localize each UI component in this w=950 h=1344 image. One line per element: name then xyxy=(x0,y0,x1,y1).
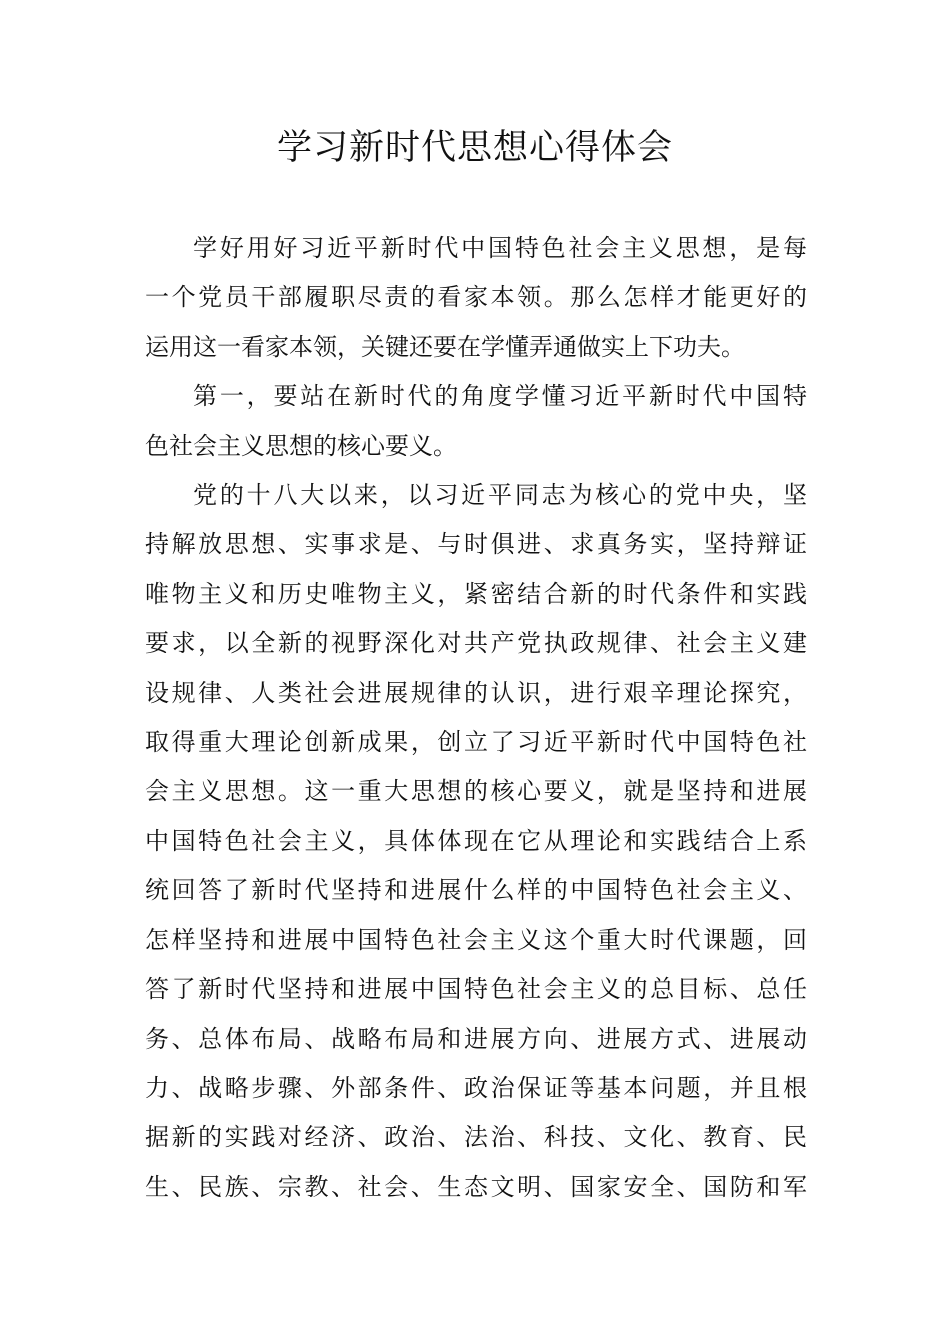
text-line: 取得重大理论创新成果，创立了习近平新时代中国特色社 xyxy=(145,728,807,757)
paragraph-point-one xyxy=(145,372,807,471)
text-line: 设规律、人类社会进展规律的认识，进行艰辛理论探究， xyxy=(145,678,807,707)
text-line: 会主义思想。这一重大思想的核心要义，就是坚持和进展 xyxy=(145,777,807,806)
text-line: 唯物主义和历史唯物主义，紧密结合新的时代条件和实践 xyxy=(145,579,807,608)
paragraph-intro xyxy=(145,224,807,372)
text-line: 一个党员干部履职尽责的看家本领。那么怎样才能更好的 xyxy=(145,283,807,312)
text-line: 运用这一看家本领，关键还要在学懂弄通做实上下功夫。 xyxy=(145,332,745,361)
text-line: 统回答了新时代坚持和进展什么样的中国特色社会主义、 xyxy=(145,876,807,905)
text-line: 怎样坚持和进展中国特色社会主义这个重大时代课题，回 xyxy=(145,925,807,954)
text-line: 生、民族、宗教、社会、生态文明、国家安全、国防和军 xyxy=(145,1172,807,1201)
text-line: 中国特色社会主义，具体体现在它从理论和实践结合上系 xyxy=(145,826,807,855)
text-line: 党的十八大以来，以习近平同志为核心的党中央，坚 xyxy=(193,481,807,510)
text-line: 色社会主义思想的核心要义。 xyxy=(145,431,457,460)
text-line: 答了新时代坚持和进展中国特色社会主义的总目标、总任 xyxy=(145,975,807,1004)
text-line: 务、总体布局、战略布局和进展方向、进展方式、进展动 xyxy=(145,1024,807,1053)
text-line: 据新的实践对经济、政治、法治、科技、文化、教育、民 xyxy=(145,1123,807,1152)
document-body xyxy=(145,224,807,1212)
text-line: 第一，要站在新时代的角度学懂习近平新时代中国特 xyxy=(193,382,807,411)
document-title: 学习新时代思想心得体会 xyxy=(276,128,673,168)
text-line: 持解放思想、实事求是、与时俱进、求真务实，坚持辩证 xyxy=(145,530,807,559)
paragraph-body xyxy=(145,471,807,1212)
text-line: 要求，以全新的视野深化对共产党执政规律、社会主义建 xyxy=(145,629,807,658)
text-line: 学好用好习近平新时代中国特色社会主义思想，是每 xyxy=(193,234,807,262)
text-line: 力、战略步骤、外部条件、政治保证等基本问题，并且根 xyxy=(145,1073,807,1102)
